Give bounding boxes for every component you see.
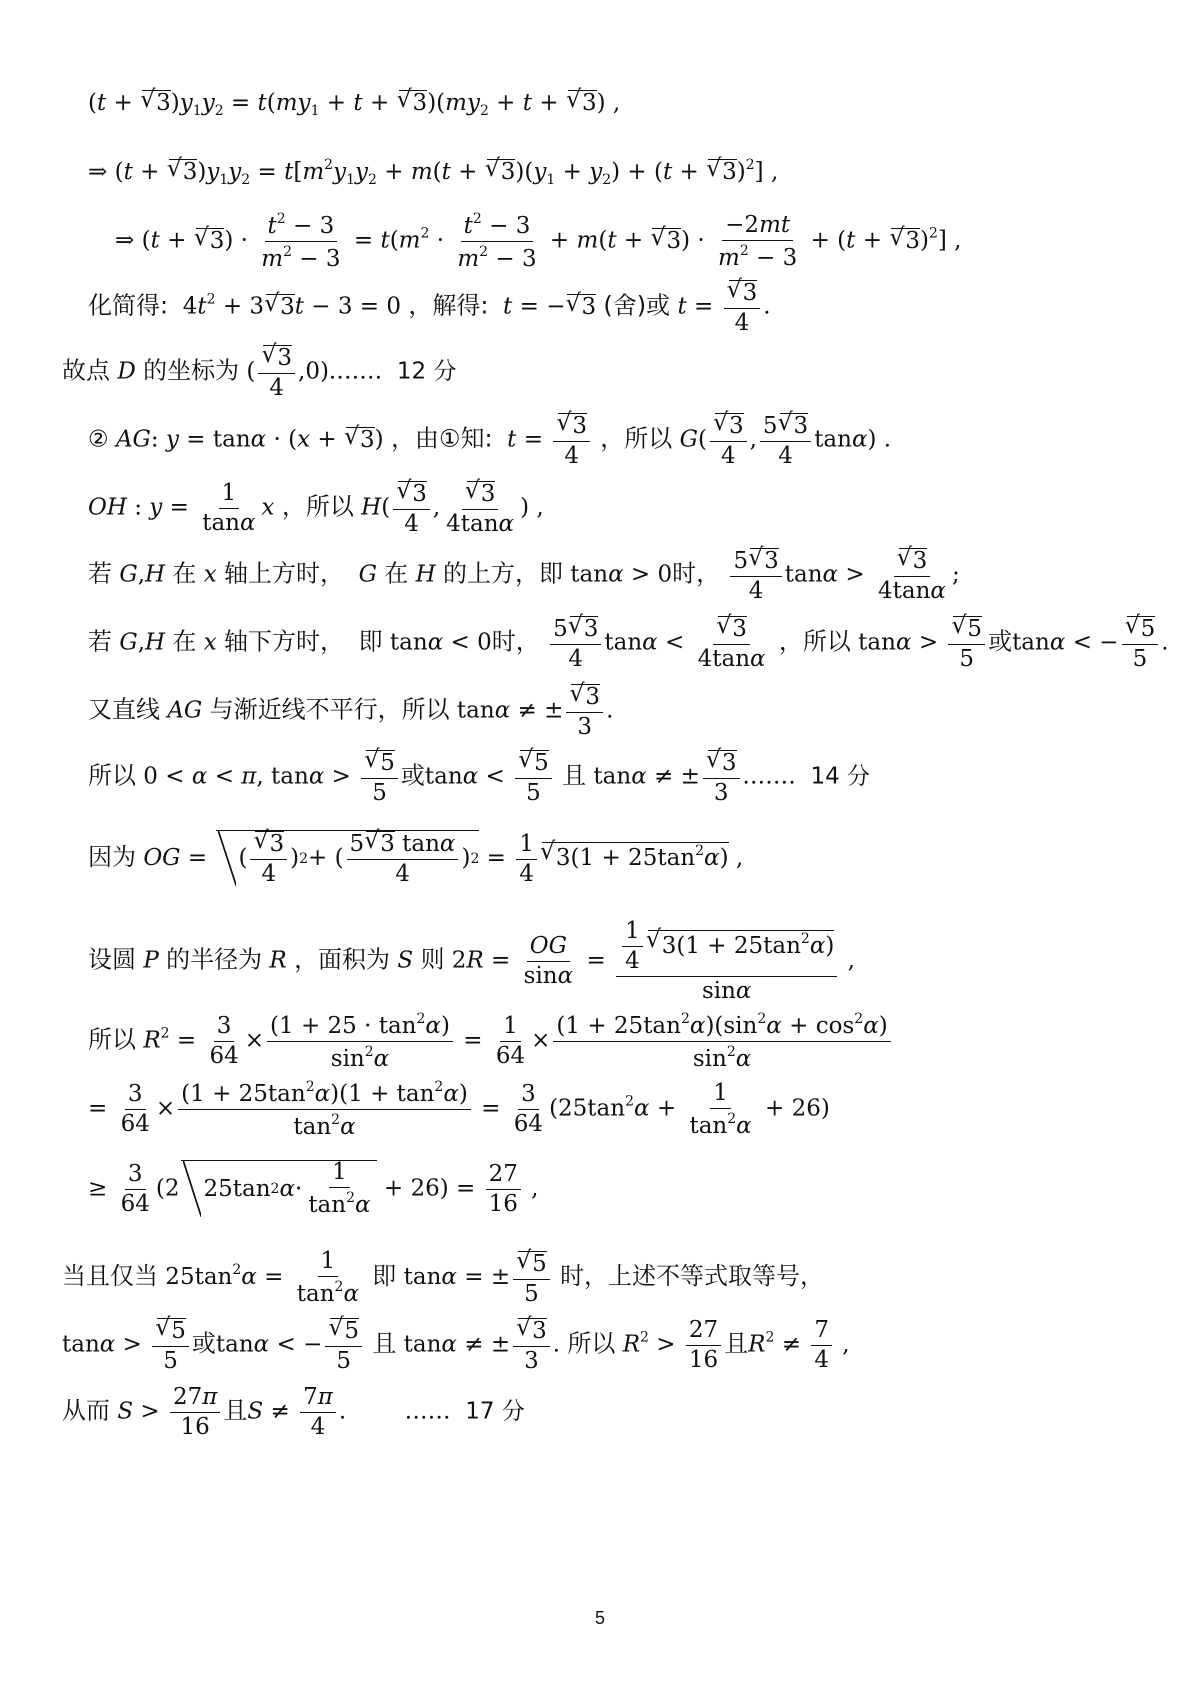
equation-line-4: 化简得: $4t^2 + 3√$ 3t − 3 = 0 ，解得: t = −√ 3 (舍)或 t = √ $\frac{3}{4}$ . bbox=[88, 280, 771, 335]
circled-2: ② bbox=[88, 426, 109, 453]
label-then: 则 bbox=[420, 945, 445, 974]
equation-line-7: OH : y = $\frac{1}{\tan\alpha}$ x ，所以 H( √ $\frac{3}{4}$ , √ $\frac{3}{4\tan\alpha}$ ) , bbox=[88, 481, 544, 536]
label-known1: ，由①知: bbox=[390, 424, 493, 453]
label-so-6: 所以 bbox=[567, 1329, 616, 1358]
equation-line-16: ≥ $\frac{3}{64}$ (2 25tan 2 α · $\frac{1}{\tan^2\alpha}$ + 26) = $\frac{27}{16}$ , bbox=[88, 1159, 539, 1218]
page-number: 5 bbox=[594, 1608, 605, 1628]
equation-line-9: 若 G,H 在 x 轴下方时， 即 tanα < 0时， $\frac{5√ 3}{4}$ tanα < √ $\frac{3}{4\tan\alpha}$ ，所以 tanα > √ $\frac{5}{5}$ 或tanα < − √ $\frac{5}{5}$ . bbox=[88, 616, 1169, 671]
label-radius: 的半径为 bbox=[166, 945, 263, 974]
score-12: 12 分 bbox=[396, 358, 457, 385]
label-ji-1: 即 bbox=[358, 627, 383, 656]
label-when-2: 时， bbox=[491, 627, 540, 656]
label-thus: 从而 bbox=[62, 1396, 110, 1425]
label-ji-2: 即 bbox=[372, 1262, 397, 1290]
equation-line-11: 所以 0 < α < π, tanα > √ $\frac{5}{5}$ 或tanα < √ $\frac{5}{5}$ 且 tanα ≠ ± √ $\frac{3}{3}$ .…… 14 分 bbox=[88, 750, 870, 805]
label-when-1: 时， bbox=[672, 559, 721, 588]
label-or-2: 或 bbox=[400, 761, 425, 790]
label-if-1: 若 bbox=[88, 559, 112, 588]
ellipsis: …… bbox=[336, 358, 383, 385]
label-so-3: ，所以 bbox=[778, 627, 851, 656]
label-in-2: 在 bbox=[172, 627, 197, 656]
label-equality: 时，上述不等式取等号， bbox=[560, 1262, 825, 1290]
equation-line-10: 又直线 AG 与渐近线不平行，所以 tanα ≠ ± √ $\frac{3}{3}$ . bbox=[88, 684, 613, 739]
equation-line-1: (t + √ $3)y_1y_2 = t(my_1 + t$ + √ $3)(my_2 + t$ + √ 3) , bbox=[88, 90, 620, 118]
equation-line-8: 若 G,H 在 x 轴上方时， G 在 H 的上方，即 tanα > 0时， $\frac{5√ 3}{4}$ tanα > √ $\frac{3}{4\tan\alpha}$ ; bbox=[88, 548, 960, 603]
label-coord: 的坐标为 bbox=[143, 356, 240, 385]
label-x-below: 轴下方时， bbox=[223, 627, 344, 656]
label-so-5: 所以 bbox=[88, 1025, 136, 1054]
label-and-1: 且 bbox=[562, 761, 587, 790]
ellipsis-17: …… bbox=[404, 1398, 451, 1425]
label-x-above: 轴上方时， bbox=[223, 559, 344, 588]
label-so-1: ，所以 bbox=[600, 424, 673, 453]
label-if-2: 若 bbox=[88, 627, 112, 656]
label-iff: 当且仅当 bbox=[62, 1262, 158, 1290]
ellipsis-14: …… bbox=[749, 763, 796, 790]
label-solve: ，解得: bbox=[408, 291, 489, 320]
label-so-2: ，所以 bbox=[281, 492, 354, 521]
equation-line-5: 故点 D 的坐标为 ( √ $\frac{3}{4}$ ,0).…… 12 分 bbox=[62, 345, 456, 400]
equation-line-12: 因为 OG = ( √ $\frac{3}{4}$ ) 2 + ( $\frac{5√ 3 \tan\alpha}{4}$ ) 2 = $\frac{1}{4}$ √ $3(1 + 25\tan^2\alpha)$ , bbox=[88, 830, 743, 886]
label-rejected: (舍)或 bbox=[603, 291, 671, 320]
equation-line-6: ② AG: y = tanα · (x + √ 3) ，由①知: t = √ $\frac{3}{4}$ ，所以 G( √ $\frac{3}{4}$ , $\frac{5√ 3}{4}$ tanα) . bbox=[88, 413, 891, 468]
label-in-1: 在 bbox=[172, 559, 197, 588]
label-g-in: 在 bbox=[384, 559, 409, 588]
equation-line-15: = $\frac{3}{64}$ × $\frac{(1 + 25\tan^2\alpha)(1 + \tan^2\alpha)}{\tan^2\alpha}$ = $\frac{3}{64}$ ($25\tan^2\alpha$ + $\frac{1}{\tan^2\alpha}$ + 26) bbox=[88, 1079, 830, 1140]
equation-line-2: ⇒ (t + √ $3)y_1y_2 = t[m^2y_1y_2 + m(t$ + √ $3)(y_1 + y_2) + (t$ + √ 3)$^2$] , bbox=[88, 158, 778, 187]
equation-line-17: 当且仅当 $25\tan^2\alpha$ = $\frac{1}{\tan^2\alpha}$ 即 tanα = ± √ $\frac{5}{5}$ 时，上述不等式取等号， bbox=[62, 1250, 824, 1306]
label-set-circle: 设圆 bbox=[88, 945, 136, 974]
label-and-3: 且 bbox=[724, 1329, 749, 1358]
label-so-4: 所以 bbox=[88, 761, 136, 790]
label-not-parallel: 与渐近线不平行，所以 bbox=[209, 695, 450, 724]
label-above-of: 的上方，即 bbox=[442, 559, 563, 588]
label-or-1: 或 bbox=[988, 627, 1013, 656]
equation-line-18: tanα > √ $\frac{5}{5}$ 或tanα < − √ $\frac{5}{5}$ 且 tanα ≠ ± √ $\frac{3}{3}$ . 所以 $R^2$ > $\frac{27}{16}$ 且$R^2$ ≠ $\frac{7}{4}$ , bbox=[62, 1318, 850, 1373]
score-14: 14 分 bbox=[810, 763, 871, 790]
equation-line-14: 所以 $R^2$ = $\frac{3}{64}$ × $\frac{(1 + 25 \cdot \tan^2\alpha)}{\sin^2\alpha}$ = $\frac{1}{64}$ × $\frac{(1 + 25\tan^2\alpha)(\sin^2\alpha + \cos^2\alpha)}{\sin^2\alpha}$ bbox=[88, 1012, 894, 1071]
equation-line-13: 设圆 P 的半径为 R ，面积为 S 则 2R = $\frac{OG}{\sin\alpha}$ = $\frac{1}{4}$ √ $3(1 + 25\tan^2\alpha)$ sinα , bbox=[88, 920, 855, 1003]
label-point-d: 故点 bbox=[62, 356, 110, 385]
label-also-line: 又直线 bbox=[88, 695, 160, 724]
label-because: 因为 bbox=[88, 843, 136, 871]
equation-line-19: 从而 S > $\frac{27\pi}{16}$ 且S ≠ $\frac{7\pi}{4}$ . …… 17 分 bbox=[62, 1384, 525, 1440]
label-area: ，面积为 bbox=[294, 945, 391, 974]
label-and-2: 且 bbox=[372, 1329, 397, 1358]
label-simplify: 化简得: bbox=[88, 291, 169, 320]
label-and-4: 且 bbox=[223, 1396, 248, 1425]
score-17: 17 分 bbox=[465, 1398, 525, 1425]
label-or-3: 或 bbox=[191, 1329, 216, 1358]
equation-line-3: ⇒ (t + √ 3) · $\frac{t^2 - 3}{m^2 - 3}$ = $t(m^2$ · $\frac{t^2 - 3}{m^2 - 3}$ + m(t + √ 3) · $\frac{-2mt}{m^2 - 3}$ + (t + √ 3)$^2$] , bbox=[115, 212, 961, 271]
